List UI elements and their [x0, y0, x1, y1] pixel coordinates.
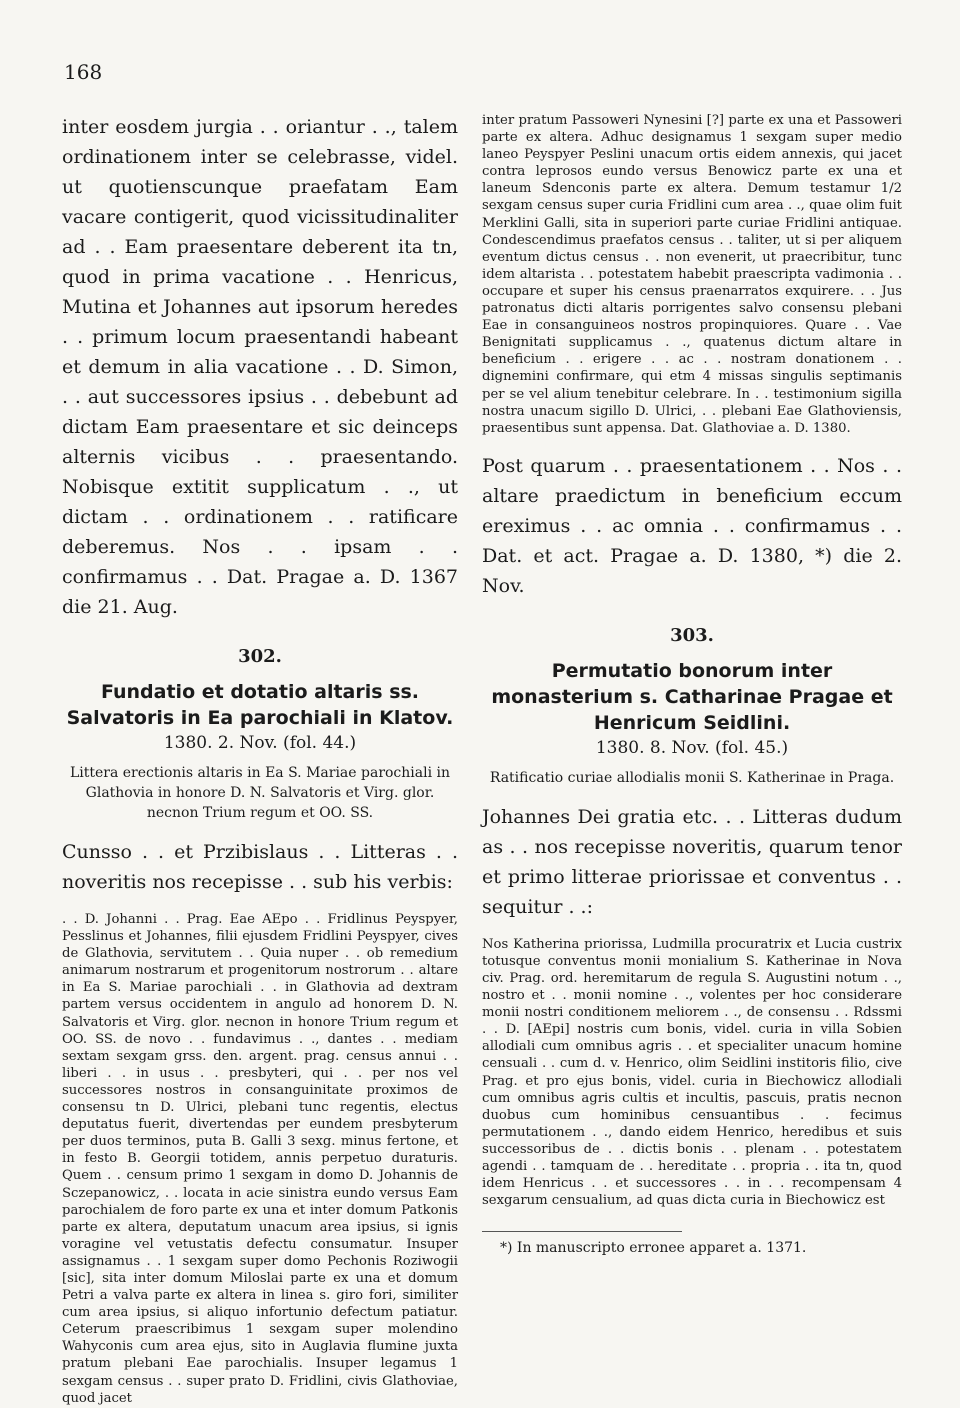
- document-number-302: 302.: [238, 646, 282, 667]
- document-intro-302: Cunsso . . et Przibislaus . . Litteras . . noveritis nos recepisse . . sub his verbis:: [62, 841, 458, 893]
- document-date-302: 1380. 2. Nov. (fol. 44.): [163, 733, 357, 753]
- document-closing-302: Post quarum . . praesentationem . . Nos . . altare praedictum in beneficium eccum ereximus . . ac omnia . . confirmamus . . Dat. et act. Pragae a. D. 1380, *) die 2. Nov.: [482, 454, 902, 597]
- right-column: [482, 112, 902, 1256]
- footnote-divider: [482, 1231, 682, 1232]
- footnote: *) In manuscripto erronee apparet a. 1371.: [500, 1240, 807, 1257]
- document-number-303: 303.: [670, 624, 714, 646]
- document-body-303: Nos Katherina priorissa, Ludmilla procuratrix et Lucia custrix totusque conventus monii monialium S. Katherinae in Nova civ. Prag. ord. heremitarum de regula S. Augustini notum . ., nostro et . . monii nomine . ., volentes per hoc considerare monii nostri conditionem meliorem . ., de consensu . . Rdssmi . . D. [AEpi] nostris cum bonis, videl. curia in villa Sobien allodiali cum omnibus agris . . et specialiter unacum homine censuali . . cum d. v. Henrico, olim Seidlini institoris filio, cive Prag. et pro ejus bonis, videl. curia in Biechowicz allodiali cum omnibus agris cultis et incultis, pascuis, pratis necnon duobus cum hominibus censuantibus . . fecimus permutationem . ., dando eidem Henrico, heredibus et suis successoribus de . . dictis bonis . . plenam . . potestatem agendi . . tamquam de . . hereditate . . propria . . ita tn, quod idem Henricus . . et successores . . in . . recompensam 4 sexgarum censualium, ad quas dicta curia in Biechowicz est: [482, 936, 902, 1209]
- document-intro-303: Johannes Dei gratia etc. . . Litteras dudum as . . nos recepisse noveritis, quarum tenor et primo litterae priorissae et conventus . . sequitur . .:: [482, 805, 902, 918]
- document-summary-302: Littera erectionis altaris in Ea S. Mariae parochiali in Glathovia in honore D. N. Salvatoris et Virg. glor. necnon Trium regum et OO. SS.: [69, 765, 451, 821]
- left-column: [62, 112, 458, 1407]
- continuation-text: inter eosdem jurgia . . oriantur . ., talem ordinationem inter se celebrasse, videl. ut quotienscunque praefatam Eam vacare contigerit, quod vicissitudinaliter ad . . Eam praesentare deberent ita tn, quod in prima vacatione . . Henricus, Mutina et Johannes aut ipsorum heredes . . primum locum praesentandi habeant et demum in alia vacatione . . D. Simon, . . aut successores ipsius . . debebunt ad dictam Eam praesentare et sic deinceps alternis vicibus . . praesentando. Nobisque extitit supplicatum . ., ut dictam . . ordinationem . . ratificare deberemus. Nos . . ipsam . . confirmamus . . Dat. Pragae a. D. 1367 die 21. Aug.: [62, 116, 458, 618]
- document-date-303: 1380. 8. Nov. (fol. 45.): [595, 737, 789, 758]
- document-title-302: Fundatio et dotatio altaris ss. Salvatoris in Ea parochiali in Klatov.: [66, 681, 454, 729]
- page-number: 168: [64, 60, 103, 84]
- document-body-302: . . D. Johanni . . Prag. Eae AEpo . . Fridlinus Peyspyer, Pesslinus et Johannes, filii ejusdem Fridlini Peyspyer, cives de Glathovia, servitutem . . Quia nuper . . ob remedium animarum nostrarum et progenitorum nostrorum . . altare in Ea S. Mariae parochiali . . in Glathovia ad dextram partem versus occidentem in angulo ad honorem D. N. Salvatoris et Virg. glor. necnon in honore Trium regum et OO. SS. de novo . . fundavimus . ., dantes . . mediam sextam sexgam grss. den. argent. prag. census annui . . liberi . . in usus . . presbyteri, qui . . per nos vel successores nostros in consanguinitate proximos de consensu tn D. Ulrici, plebani tunc regentis, electus deputatus fuerit, divertendas per eundem presbyterum per duos terminos, puta B. Galli 3 sexg. minus fertone, et in festo B. Georgii totidem, annis perpetuo duraturis. Quem . . censum primo 1 sexgam in domo D. Johannis de Sczepanowicz, . . locata in acie sinistra eundo versus Eam parochialem de foro parte ex una et inter domum Patkonis parte ex altera, deputatum unacum area ipsius, si ignis voragine vel vetustatis defectu consumatur. Insuper assignamus . . 1 sexgam super domo Pechonis Roziwogii [sic], sita inter domum Miloslai parte ex una et domum Petri a valva parte ex altera in linea s. giro fori, similiter cum area ipsius, si aliquo infortunio defectum patiatur. Ceterum praescribimus 1 sexgam super molendino Wahyconis cum area ejus, sito in Auglavia flumine juxta pratum plebani Eae parochialis. Insuper legamus 1 sexgam census . . super prato D. Fridlini, civis Glathoviae, quod jacet: [62, 912, 458, 1406]
- document-summary-303: Ratificatio curiae allodialis monii S. Katherinae in Praga.: [489, 769, 895, 786]
- document-title-303: Permutatio bonorum inter monasterium s. Catharinae Pragae et Henricum Seidlini.: [491, 659, 893, 734]
- document-body-302-continued: inter pratum Passoweri Nynesini [?] parte ex una et Passoweri parte ex altera. Adhuc designamus 1 sexgam super medio laneo Peyspyer Peslini unacum ortis eidem annexis, qui jacet contra leprosos eundo versus Benowicz parte ex una et laneum Sdenconis parte ex altera. Demum testamur 1/2 sexgam census super curia Fridlini cum area . ., quae olim fuit Merklini Galli, sita in superiori parte curiae Fridlini antiquae. Condescendimus praefatos census . . taliter, ut si per aliquem eventum dictus census . . non evenerit, ut praecribitur, tunc idem altarista . . potestatem habebit praescripta vadimonia . . occupare et super his census praenarratos exquirere. . . Jus patronatus dicti altaris porrigentes salvo consensu plebani Eae in consanguineos nostros propinquiores. Quare . . Vae Benignitati supplicamus . ., quatenus dictum altare in beneficium . . erigere . . ac . . nostram donationem . . dignemini confirmare, qui etm 4 missas singulis septimanis per se vel alium tenebitur celebrare. In . . testimonium sigilla nostra unacum sigillo D. Ulrici, . . plebani Eae Glathoviensis, praesentibus sunt appensa. Dat. Glathoviae a. D. 1380.: [482, 113, 902, 436]
